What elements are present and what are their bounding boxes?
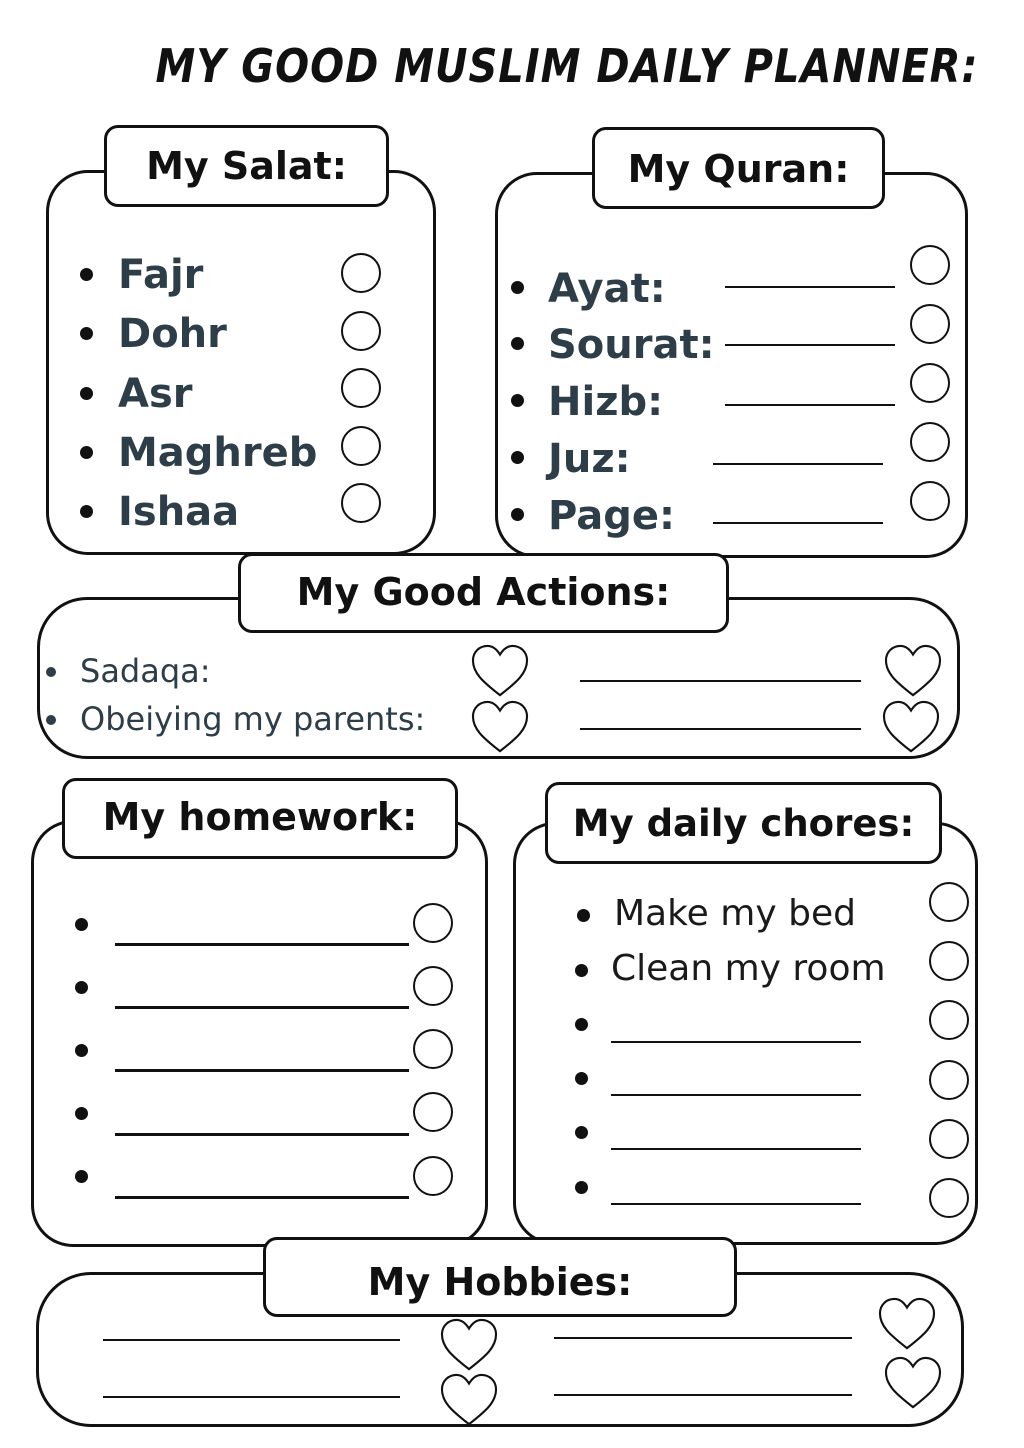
good-actions-heading: My Good Actions: xyxy=(238,553,729,633)
bullet-icon xyxy=(75,1170,88,1183)
obeying-input-line[interactable] xyxy=(580,728,861,730)
circle-checkbox-icon[interactable] xyxy=(929,941,969,981)
homework-input-line[interactable] xyxy=(115,1069,409,1072)
chores-heading: My daily chores: xyxy=(545,782,942,864)
quran-item-page: Page: xyxy=(548,493,675,539)
bullet-icon xyxy=(75,981,88,994)
bullet-icon xyxy=(46,715,56,725)
circle-checkbox-icon[interactable] xyxy=(910,363,950,403)
circle-checkbox-icon[interactable] xyxy=(413,903,453,943)
heart-icon[interactable] xyxy=(469,643,531,699)
bullet-icon xyxy=(46,667,56,677)
quran-item-juz: Juz: xyxy=(548,436,631,482)
heart-icon[interactable] xyxy=(469,699,531,755)
hobby-input-line[interactable] xyxy=(103,1396,400,1398)
bullet-icon xyxy=(511,394,524,407)
salat-item-maghreb: Maghreb xyxy=(118,430,318,476)
heart-icon[interactable] xyxy=(438,1317,500,1373)
sadaqa-input-line[interactable] xyxy=(580,680,861,682)
homework-heading: My homework: xyxy=(62,778,458,859)
circle-checkbox-icon[interactable] xyxy=(929,1000,969,1040)
bullet-icon xyxy=(80,446,93,459)
good-action-sadaqa: Sadaqa: xyxy=(80,652,211,690)
homework-input-line[interactable] xyxy=(115,943,409,946)
bullet-icon xyxy=(511,337,524,350)
circle-checkbox-icon[interactable] xyxy=(413,966,453,1006)
quran-heading: My Quran: xyxy=(592,127,885,209)
page-title: MY GOOD MUSLIM DAILY PLANNER: xyxy=(155,40,979,94)
circle-checkbox-icon[interactable] xyxy=(413,1092,453,1132)
circle-checkbox-icon[interactable] xyxy=(341,426,381,466)
quran-item-ayat: Ayat: xyxy=(548,266,666,312)
hobby-input-line[interactable] xyxy=(554,1394,852,1396)
bullet-icon xyxy=(80,505,93,518)
quran-item-sourat: Sourat: xyxy=(548,322,715,368)
heart-icon[interactable] xyxy=(876,1296,938,1352)
circle-checkbox-icon[interactable] xyxy=(341,483,381,523)
bullet-icon xyxy=(511,281,524,294)
heart-icon[interactable] xyxy=(882,1355,944,1411)
circle-checkbox-icon[interactable] xyxy=(929,1178,969,1218)
page-input-line[interactable] xyxy=(713,522,883,524)
juz-input-line[interactable] xyxy=(713,463,883,465)
circle-checkbox-icon[interactable] xyxy=(929,882,969,922)
circle-checkbox-icon[interactable] xyxy=(910,481,950,521)
salat-item-asr: Asr xyxy=(118,371,193,417)
bullet-icon xyxy=(575,1126,588,1139)
bullet-icon xyxy=(575,1018,588,1031)
bullet-icon xyxy=(80,387,93,400)
heart-icon[interactable] xyxy=(880,699,942,755)
chore-item-make-bed: Make my bed xyxy=(614,893,856,934)
heart-icon[interactable] xyxy=(882,643,944,699)
chore-input-line[interactable] xyxy=(611,1041,861,1043)
hobby-input-line[interactable] xyxy=(103,1339,400,1341)
bullet-icon xyxy=(511,451,524,464)
chore-input-line[interactable] xyxy=(611,1203,861,1205)
circle-checkbox-icon[interactable] xyxy=(413,1029,453,1069)
salat-heading: My Salat: xyxy=(104,125,389,207)
circle-checkbox-icon[interactable] xyxy=(929,1119,969,1159)
good-action-obeying: Obeiying my parents: xyxy=(80,700,426,738)
circle-checkbox-icon[interactable] xyxy=(910,304,950,344)
ayat-input-line[interactable] xyxy=(725,286,895,288)
circle-checkbox-icon[interactable] xyxy=(341,368,381,408)
circle-checkbox-icon[interactable] xyxy=(910,245,950,285)
bullet-icon xyxy=(75,1107,88,1120)
homework-input-line[interactable] xyxy=(115,1133,409,1136)
bullet-icon xyxy=(575,1072,588,1085)
circle-checkbox-icon[interactable] xyxy=(341,311,381,351)
circle-checkbox-icon[interactable] xyxy=(929,1060,969,1100)
bullet-icon xyxy=(577,909,590,922)
circle-checkbox-icon[interactable] xyxy=(910,422,950,462)
bullet-icon xyxy=(80,268,93,281)
circle-checkbox-icon[interactable] xyxy=(341,253,381,293)
salat-item-fajr: Fajr xyxy=(118,252,204,298)
salat-item-ishaa: Ishaa xyxy=(118,489,240,535)
circle-checkbox-icon[interactable] xyxy=(413,1156,453,1196)
bullet-icon xyxy=(75,918,88,931)
hizb-input-line[interactable] xyxy=(725,404,895,406)
bullet-icon xyxy=(511,508,524,521)
bullet-icon xyxy=(75,1044,88,1057)
bullet-icon xyxy=(575,964,588,977)
heart-icon[interactable] xyxy=(438,1372,500,1428)
quran-item-hizb: Hizb: xyxy=(548,379,664,425)
chore-input-line[interactable] xyxy=(611,1148,861,1150)
chore-item-clean-room: Clean my room xyxy=(611,948,886,989)
homework-input-line[interactable] xyxy=(115,1196,409,1199)
bullet-icon xyxy=(575,1181,588,1194)
sourat-input-line[interactable] xyxy=(725,344,895,346)
hobby-input-line[interactable] xyxy=(554,1337,852,1339)
salat-item-dohr: Dohr xyxy=(118,311,227,357)
bullet-icon xyxy=(80,327,93,340)
hobbies-heading: My Hobbies: xyxy=(263,1237,737,1317)
homework-input-line[interactable] xyxy=(115,1006,409,1009)
chore-input-line[interactable] xyxy=(611,1094,861,1096)
